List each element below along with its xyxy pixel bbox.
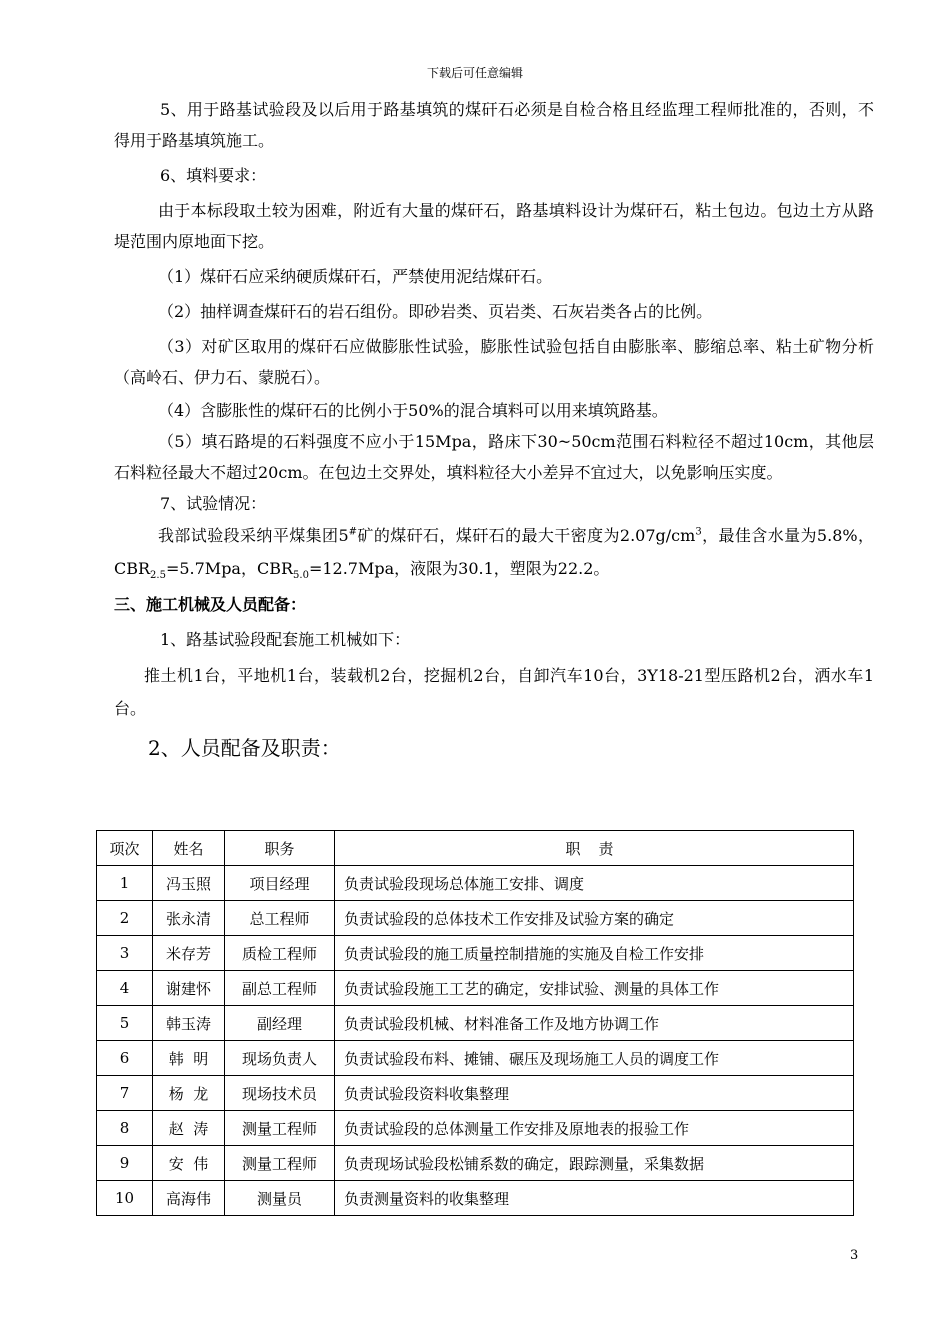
- cell-position: 测量工程师: [225, 1111, 335, 1146]
- cell-position: 质检工程师: [225, 936, 335, 971]
- p10-sup-1: #: [348, 526, 358, 538]
- header-position: 职务: [225, 831, 335, 866]
- cell-duty: 负责试验段现场总体施工安排、调度: [335, 866, 854, 901]
- paragraph-test-heading: 7、试验情况：: [160, 494, 267, 513]
- p10-part-e: =12.7Mpa，液限为30.1，塑限为22.2。: [308, 559, 610, 578]
- cell-duty: 负责试验段的总体技术工作安排及试验方案的确定: [335, 901, 854, 936]
- paragraph-10: [114, 519, 874, 585]
- cell-position: 现场负责人: [225, 1041, 335, 1076]
- page-number: 3: [850, 1248, 859, 1263]
- section-heading-3: 三、施工机械及人员配备：: [114, 595, 307, 614]
- cell-position: 测量工程师: [225, 1146, 335, 1181]
- cell-duty: 负责试验段资料收集整理: [335, 1076, 854, 1111]
- body-text: [114, 94, 874, 765]
- cell-duty: 负责试验段布料、摊铺、碾压及现场施工人员的调度工作: [335, 1041, 854, 1076]
- cell-name: 谢建怀: [153, 971, 225, 1006]
- cell-position: 副总工程师: [225, 971, 335, 1006]
- cell-position: 项目经理: [225, 866, 335, 901]
- paragraph-1: 5、用于路基试验段及以后用于路基填筑的煤矸石必须是自检合格且经监理工程师批准的，否则，不得用于路基填筑施工。: [114, 100, 874, 150]
- paragraph-8: （5）填石路堤的石料强度不应小于15Mpa，路床下30~50cm范围石料粒径不超过10cm，其他层石料粒径最大不超过20cm。在包边土交界处，填料粒径大小差异不宜过大，以免影响压实度。: [114, 432, 874, 482]
- paragraph-13: 2、人员配备及职责：: [148, 736, 341, 760]
- cell-index: 8: [97, 1111, 153, 1146]
- cell-index: 3: [97, 936, 153, 971]
- cell-index: 5: [97, 1006, 153, 1041]
- cell-name: 赵 涛: [153, 1111, 225, 1146]
- paragraph-3: 由于本标段取土较为困难，附近有大量的煤矸石，路基填料设计为煤矸石，粘土包边。包边土方从路堤范围内原地面下挖。: [114, 201, 874, 251]
- header-duty: 职责: [335, 831, 854, 866]
- table-row: [97, 1111, 854, 1146]
- paragraph-5: （2）抽样调查煤矸石的岩石组份。即砂岩类、页岩类、石灰岩类各占的比例。: [158, 302, 713, 321]
- paragraph-7: （4）含膨胀性的煤矸石的比例小于50%的混合填料可以用来填筑路基。: [158, 401, 668, 420]
- cell-name: 冯玉照: [153, 866, 225, 901]
- page-header: 下载后可任意编辑: [426, 66, 523, 80]
- paragraph-6: （3）对矿区取用的煤矸石应做膨胀性试验，膨胀性试验包括自由膨胀率、膨缩总率、粘土矿物分析（高岭石、伊力石、蒙脱石）。: [114, 337, 874, 387]
- cell-index: 10: [97, 1181, 153, 1216]
- cell-name: 安 伟: [153, 1146, 225, 1181]
- header-name: 姓名: [153, 831, 225, 866]
- cell-name: 韩 明: [153, 1041, 225, 1076]
- table-row: [97, 901, 854, 936]
- cell-index: 6: [97, 1041, 153, 1076]
- cell-duty: 负责试验段施工工艺的确定，安排试验、测量的具体工作: [335, 971, 854, 1006]
- p10-part-a: 我部试验段采纳平煤集团5: [158, 526, 349, 545]
- cell-index: 1: [97, 866, 153, 901]
- table-row: [97, 1041, 854, 1076]
- cell-name: 杨 龙: [153, 1076, 225, 1111]
- p10-part-b: 矿的煤矸石，煤矸石的最大干密度为2.07g/cm: [357, 526, 696, 545]
- table-row: [97, 1006, 854, 1041]
- p10-sup-2: 3: [695, 526, 702, 538]
- paragraph-12: 推土机1台，平地机1台，装载机2台，挖掘机2台，自卸汽车10台，3Y18-21型压路机2台，洒水车1台。: [114, 666, 874, 718]
- table-row: [97, 1146, 854, 1181]
- cell-index: 2: [97, 901, 153, 936]
- cell-position: 现场技术员: [225, 1076, 335, 1111]
- p10-sub-1: 2.5: [150, 570, 166, 582]
- cell-duty: 负责现场试验段松铺系数的确定，跟踪测量，采集数据: [335, 1146, 854, 1181]
- staff-table: [96, 830, 854, 1216]
- cell-name: 韩玉涛: [153, 1006, 225, 1041]
- table-row: [97, 1181, 854, 1216]
- table-row: [97, 866, 854, 901]
- p10-part-c: ，最佳含水量为5.8%，CBR: [114, 526, 874, 578]
- table-row: [97, 971, 854, 1006]
- cell-index: 9: [97, 1146, 153, 1181]
- p10-part-d: =5.7Mpa，CBR: [165, 559, 294, 578]
- cell-position: 总工程师: [225, 901, 335, 936]
- paragraph-4: （1）煤矸石应采纳硬质煤矸石，严禁使用泥结煤矸石。: [158, 267, 553, 286]
- table-row: [97, 1076, 854, 1111]
- cell-position: 测量员: [225, 1181, 335, 1216]
- p10-sub-2: 5.0: [293, 570, 309, 582]
- table-header-row: [97, 831, 854, 866]
- cell-duty: 负责试验段的施工质量控制措施的实施及自检工作安排: [335, 936, 854, 971]
- cell-index: 4: [97, 971, 153, 1006]
- cell-duty: 负责测量资料的收集整理: [335, 1181, 854, 1216]
- header-index: 项次: [97, 831, 153, 866]
- cell-duty: 负责试验段机械、材料准备工作及地方协调工作: [335, 1006, 854, 1041]
- cell-duty: 负责试验段的总体测量工作安排及原地表的报验工作: [335, 1111, 854, 1146]
- paragraph-11: 1、路基试验段配套施工机械如下：: [160, 630, 411, 649]
- cell-name: 张永清: [153, 901, 225, 936]
- paragraph-fill-heading: 6、填料要求：: [160, 166, 267, 185]
- cell-index: 7: [97, 1076, 153, 1111]
- table-row: [97, 936, 854, 971]
- cell-name: 米存芳: [153, 936, 225, 971]
- cell-position: 副经理: [225, 1006, 335, 1041]
- cell-name: 高海伟: [153, 1181, 225, 1216]
